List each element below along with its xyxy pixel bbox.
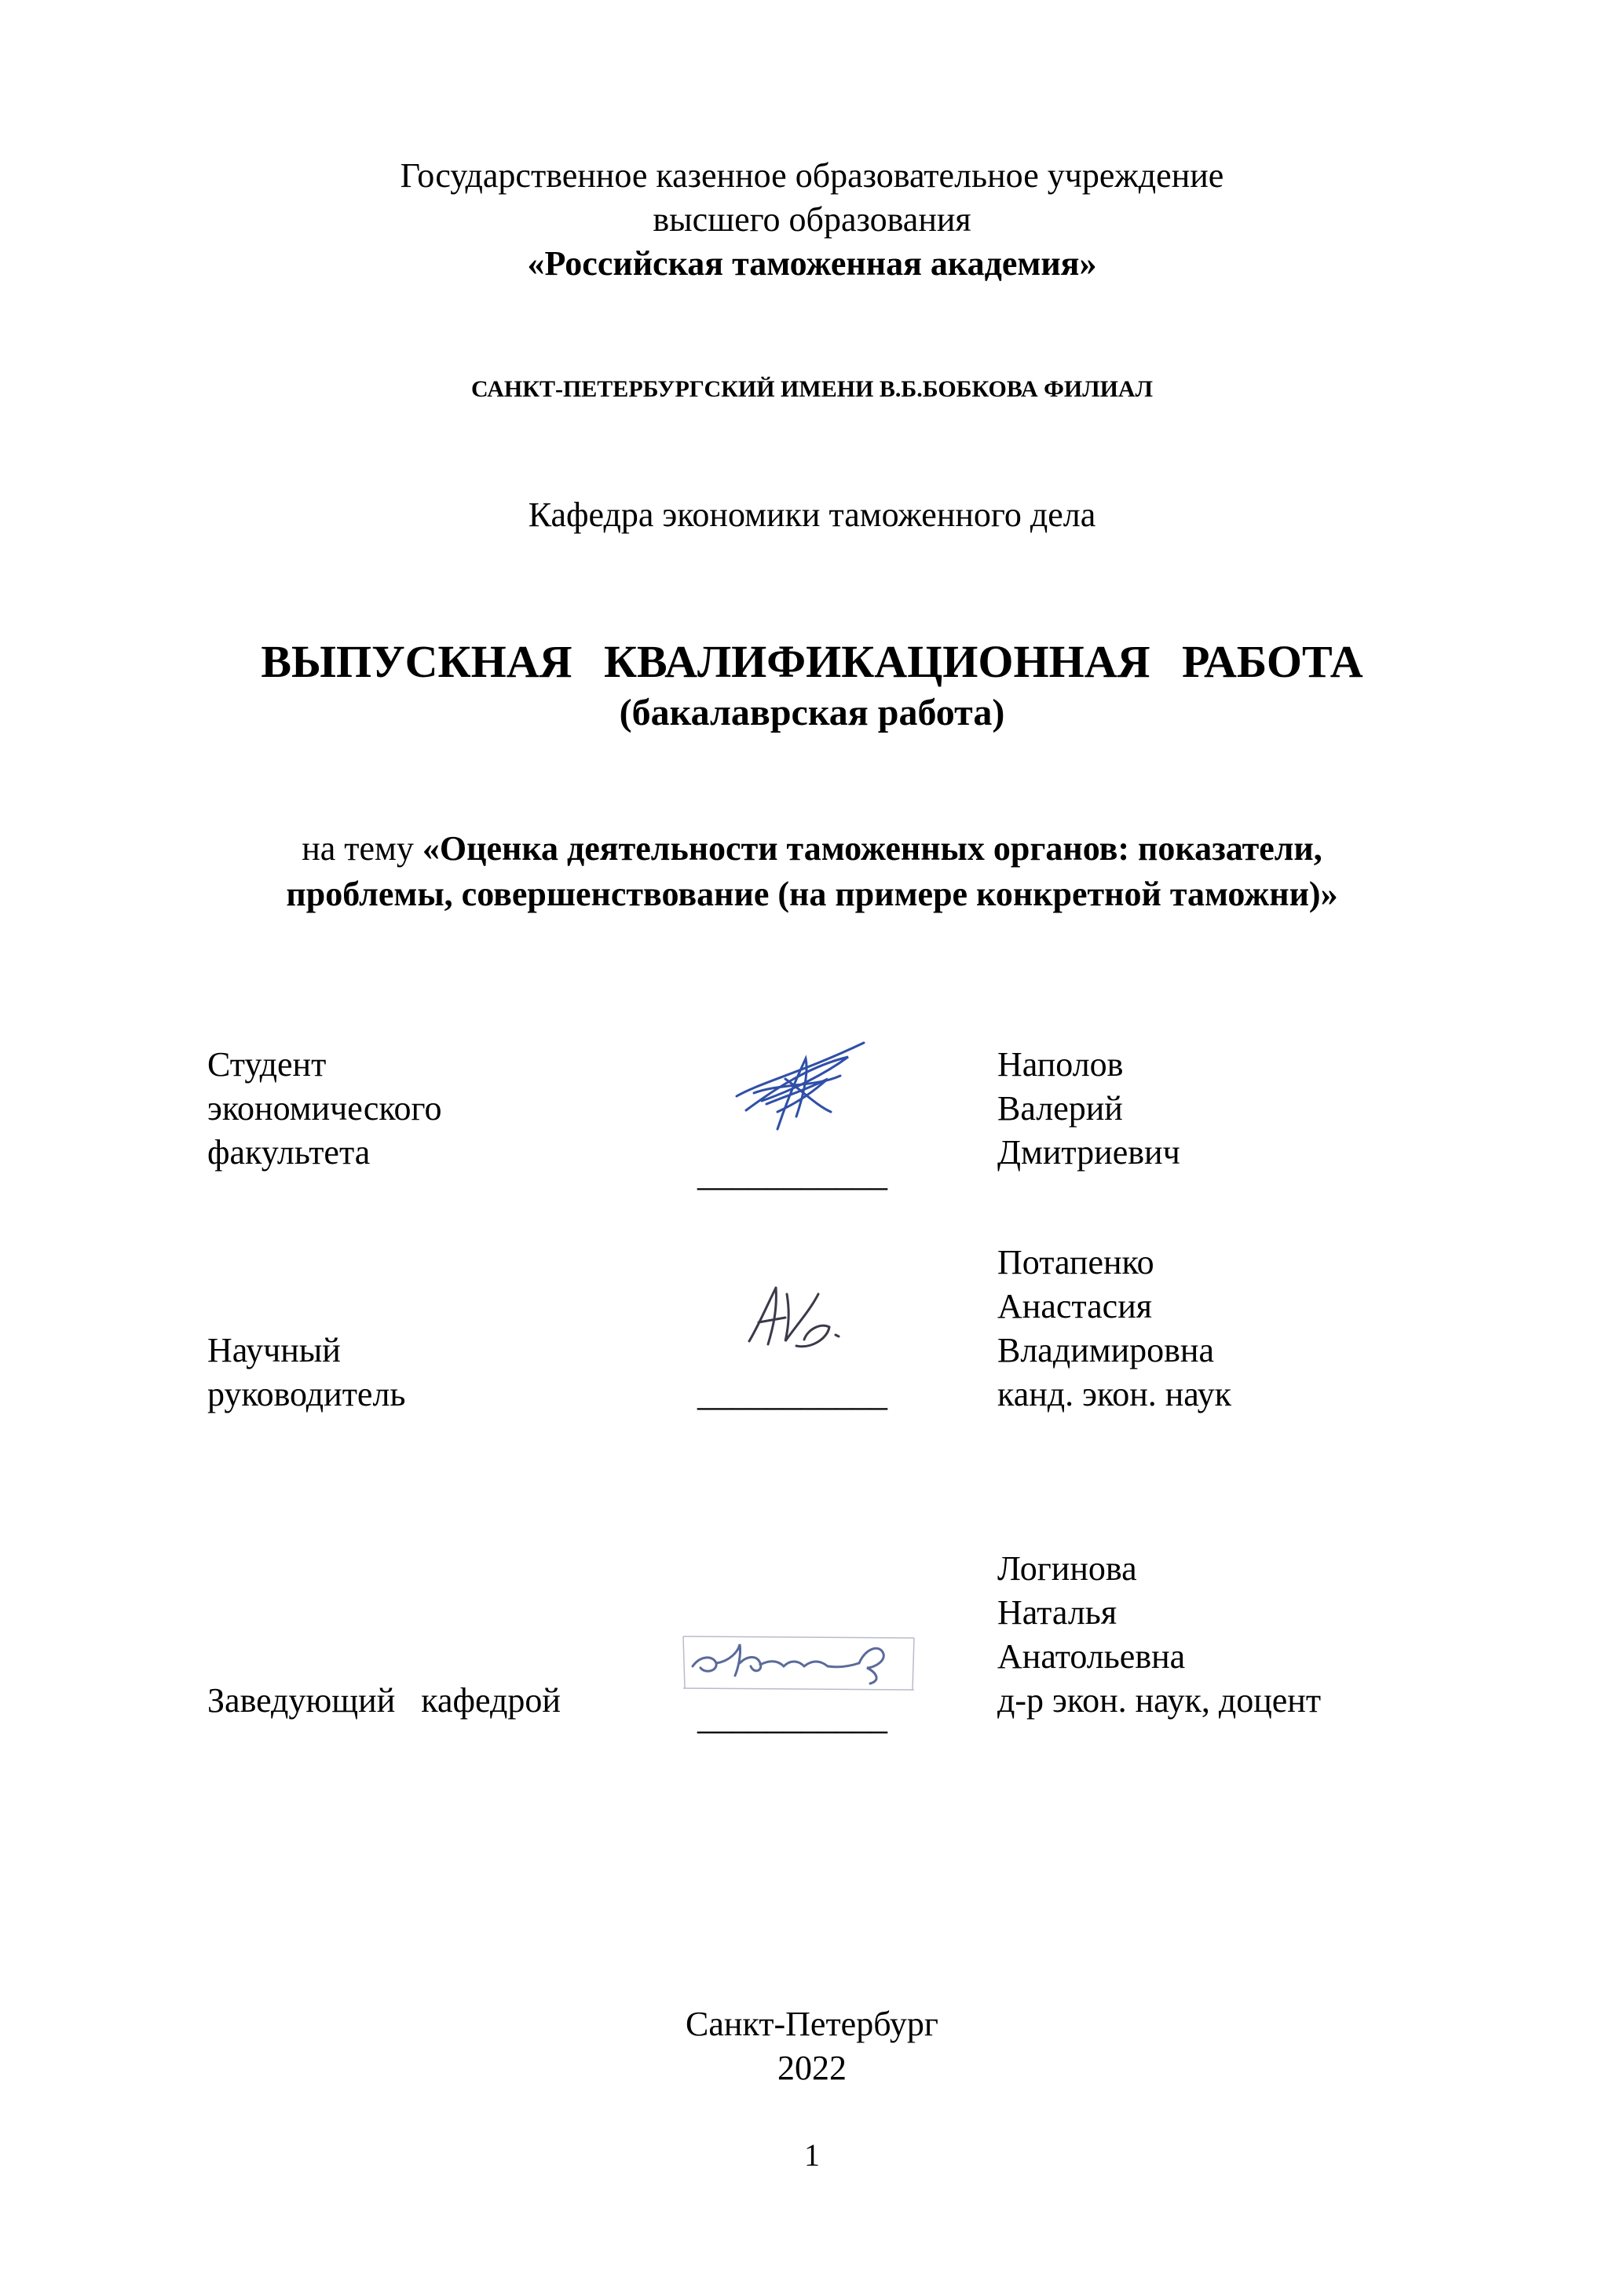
topic-line-2: проблемы, совершенствование (на примере конкретной таможни)»: [286, 875, 1338, 913]
name-line: Анастасия: [997, 1287, 1152, 1325]
name-line: Наполов: [997, 1045, 1124, 1084]
role-line: Студент: [207, 1045, 327, 1084]
name-line: Анатольевна: [997, 1637, 1186, 1676]
name-line: Наталья: [997, 1593, 1117, 1632]
academy-name: «Российская таможенная академия»: [527, 244, 1097, 283]
institution-line-2: высшего образования: [653, 200, 971, 239]
topic-line-1: [0, 826, 1624, 872]
supervisor-role: [207, 1329, 616, 1417]
city: Санкт-Петербург: [686, 2005, 938, 2043]
student-name: [997, 1043, 1563, 1175]
topic-title-part-1: «Оценка деятельности таможенных органов: показатели,: [422, 829, 1322, 868]
topic-prefix: на тему: [302, 829, 422, 868]
name-line: Логинова: [997, 1549, 1137, 1588]
document-subtitle: (бакалаврская работа): [619, 692, 1005, 733]
name-line: Дмитриевич: [997, 1133, 1180, 1172]
supervisor-name: [997, 1241, 1563, 1417]
name-line: Потапенко: [997, 1243, 1154, 1281]
student-role: [207, 1043, 616, 1175]
name-line: Валерий: [997, 1089, 1123, 1128]
head-role: Заведующий кафедрой: [207, 1681, 561, 1720]
head-signature-line: ___________: [697, 1698, 887, 1737]
role-line: Научный: [207, 1331, 341, 1369]
name-line: Владимировна: [997, 1331, 1215, 1369]
document-title: ВЫПУСКНАЯ КВАЛИФИКАЦИОННАЯ РАБОТА: [261, 636, 1363, 687]
department-name: Кафедра экономики таможенного дела: [528, 495, 1096, 534]
role-line: руководитель: [207, 1375, 406, 1413]
institution-line-1: Государственное казенное образовательное учреждение: [400, 156, 1224, 195]
branch-name: САНКТ-ПЕТЕРБУРГСКИЙ ИМЕНИ В.Б.БОБКОВА ФИЛИАЛ: [471, 376, 1153, 402]
head-name: [997, 1547, 1563, 1723]
name-line: канд. экон. наук: [997, 1375, 1231, 1413]
student-signature-line: ___________: [697, 1155, 887, 1194]
head-signature: [682, 1632, 917, 1695]
role-line: экономического: [207, 1089, 442, 1128]
name-line: д-р экон. наук, доцент: [997, 1681, 1322, 1720]
role-line: факультета: [207, 1133, 371, 1172]
supervisor-signature: [741, 1278, 859, 1357]
supervisor-signature-line: ___________: [697, 1375, 887, 1413]
page-number: 1: [804, 2137, 820, 2173]
year: 2022: [777, 2049, 847, 2087]
student-signature: [730, 1035, 872, 1137]
